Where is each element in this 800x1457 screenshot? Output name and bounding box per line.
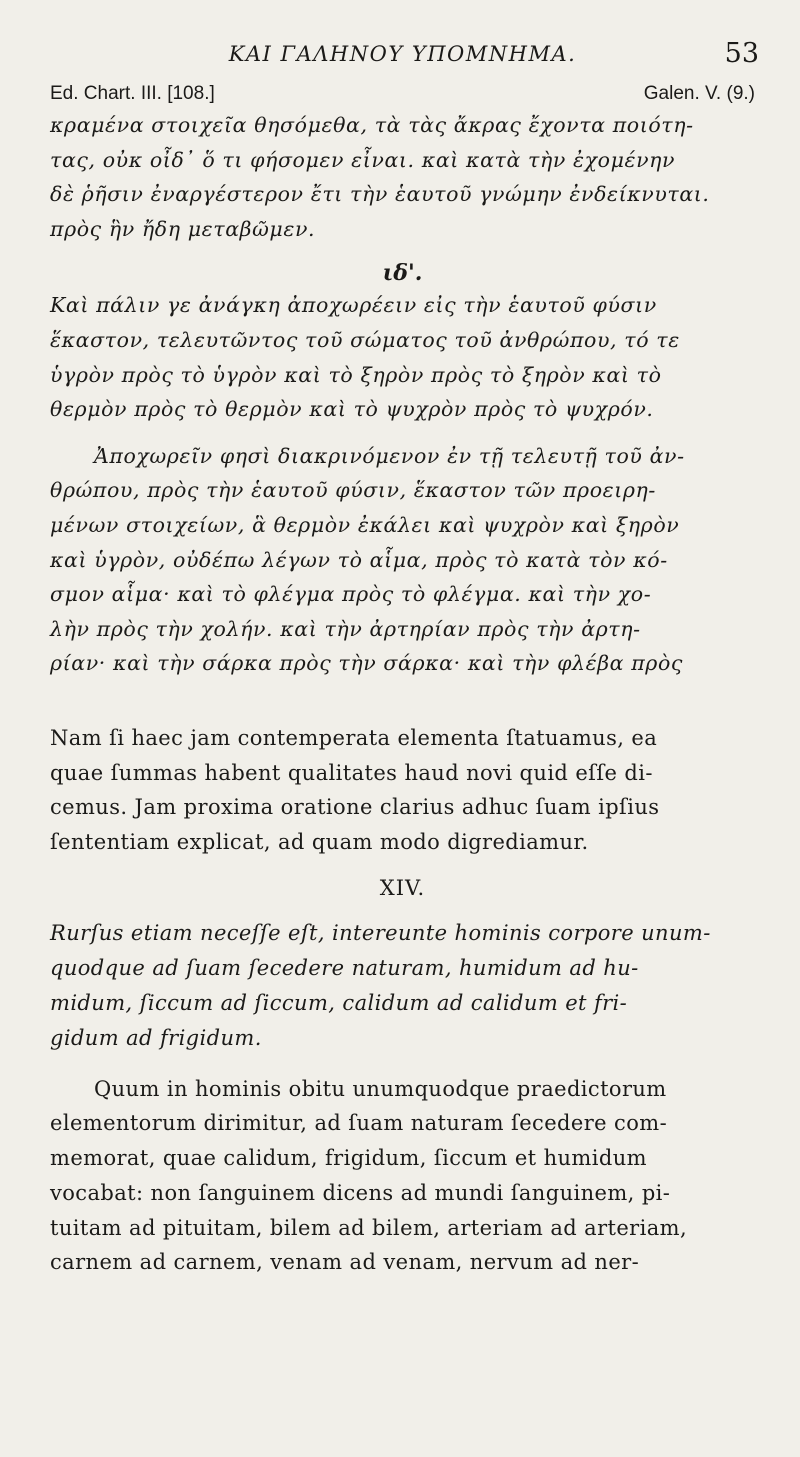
- kuhn-reference: Galen. V. (9.): [643, 83, 755, 104]
- text-line: σμον αἷμα· καὶ τὸ φλέγμα πρὸς τὸ φλέγμα. καὶ τὴν χο-: [50, 582, 652, 607]
- greek-paragraph-2: [50, 288, 755, 426]
- text-line: memorat, quae calidum, frigidum, ſiccum et humidum: [50, 1146, 647, 1171]
- book-page: [50, 38, 759, 1280]
- text-line: ἕκαστον, τελευτῶντος τοῦ σώματος τοῦ ἀνθρώπου, τό τε: [50, 327, 680, 352]
- greek-text: [50, 108, 755, 681]
- latin-section-heading: XIV.: [379, 875, 426, 900]
- running-title: ΚΑΙ ΓΑΛΗΝΟΥ ΥΠΟΜΝΗΜΑ.: [228, 42, 577, 66]
- text-line: elementorum dirimitur, ad ſuam naturam ſecedere com-: [50, 1111, 668, 1136]
- text-line: καὶ ὑγρὸν, οὐδέπω λέγων τὸ αἷμα, πρὸς τὸ κατὰ τὸν κό-: [50, 547, 668, 572]
- edition-references: [50, 80, 755, 108]
- greek-paragraph-1: [50, 108, 755, 246]
- text-line: Καὶ πάλιν γε ἀνάγκη ἀποχωρέειν εἰς τὴν ἑαυτοῦ φύσιν: [50, 293, 657, 318]
- greek-section-number: ιδ'.: [382, 260, 423, 287]
- page-number: 53: [724, 38, 759, 69]
- text-line: θερμὸν πρὸς τὸ θερμὸν καὶ τὸ ψυχρὸν πρὸς τὸ ψυχρόν.: [50, 397, 654, 422]
- latin-text: [50, 721, 755, 1280]
- text-line: τας, οὐκ οἶδ᾽ ὅ τι φήσομεν εἶναι. καὶ κατὰ τὴν ἐχομένην: [50, 147, 676, 172]
- text-line: cemus. Jam proxima oratione clarius adhuc ſuam ipſius: [50, 795, 660, 820]
- running-head: [50, 38, 759, 78]
- text-line: Quum in hominis obitu unumquodque praedictorum: [94, 1076, 667, 1101]
- text-line: ὑγρὸν πρὸς τὸ ὑγρὸν καὶ τὸ ξηρὸν πρὸς τὸ ξηρὸν καὶ τὸ: [50, 362, 662, 387]
- text-line: ſententiam explicat, ad quam modo digrediamur.: [50, 830, 589, 855]
- text-line: μένων στοιχείων, ἃ θερμὸν ἐκάλει καὶ ψυχρὸν καὶ ξηρὸν: [50, 512, 680, 537]
- text-line: λὴν πρὸς τὴν χολήν. καὶ τὴν ἀρτηρίαν πρὸς τὴν ἀρτη-: [50, 616, 641, 641]
- latin-lemma: [50, 916, 755, 1056]
- text-line: tuitam ad pituitam, bilem ad bilem, arteriam ad arteriam,: [50, 1215, 688, 1240]
- latin-paragraph-3: [50, 1072, 755, 1280]
- text-line: κραμένα στοιχεῖα θησόμεθα, τὰ τὰς ἄκρας ἔχοντα ποιότη-: [50, 113, 694, 137]
- text-line: πρὸς ἣν ἤδη μεταβῶμεν.: [50, 216, 316, 241]
- text-line: Nam ſi haec jam contemperata elementa ſtatuamus, ea: [50, 725, 658, 750]
- text-line: Ἀποχωρεῖν φησὶ διακρινόμενον ἐν τῇ τελευτῇ τοῦ ἀν-: [94, 443, 685, 468]
- text-line: vocabat: non ſanguinem dicens ad mundi ſanguinem, pi-: [50, 1180, 671, 1205]
- text-line: gidum ad frigidum.: [50, 1025, 262, 1050]
- text-line: midum, ſiccum ad ſiccum, calidum ad calidum et fri-: [50, 990, 628, 1015]
- text-line: Rurſus etiam neceſſe eſt, intereunte hominis corpore unum-: [50, 920, 711, 945]
- text-line: carnem ad carnem, venam ad venam, nervum ad ner-: [50, 1250, 640, 1275]
- text-line: θρώπου, πρὸς τὴν ἑαυτοῦ φύσιν, ἕκαστον τῶν προειρη-: [50, 478, 656, 503]
- text-line: quae ſummas habent qualitates haud novi quid eſſe di-: [50, 760, 653, 785]
- greek-paragraph-3: [50, 439, 755, 681]
- latin-paragraph-2: [50, 916, 755, 1056]
- text-line: ρίαν· καὶ τὴν σάρκα πρὸς τὴν σάρκα· καὶ τὴν φλέβα πρὸς: [50, 651, 683, 676]
- chartier-reference: Ed. Chart. III. [108.]: [50, 83, 215, 104]
- text-line: δὲ ῥῆσιν ἐναργέστερον ἔτι τὴν ἑαυτοῦ γνώμην ἐνδείκνυται.: [50, 182, 710, 207]
- text-line: quodque ad ſuam ſecedere naturam, humidum ad hu-: [50, 955, 639, 980]
- latin-paragraph-1: [50, 721, 755, 860]
